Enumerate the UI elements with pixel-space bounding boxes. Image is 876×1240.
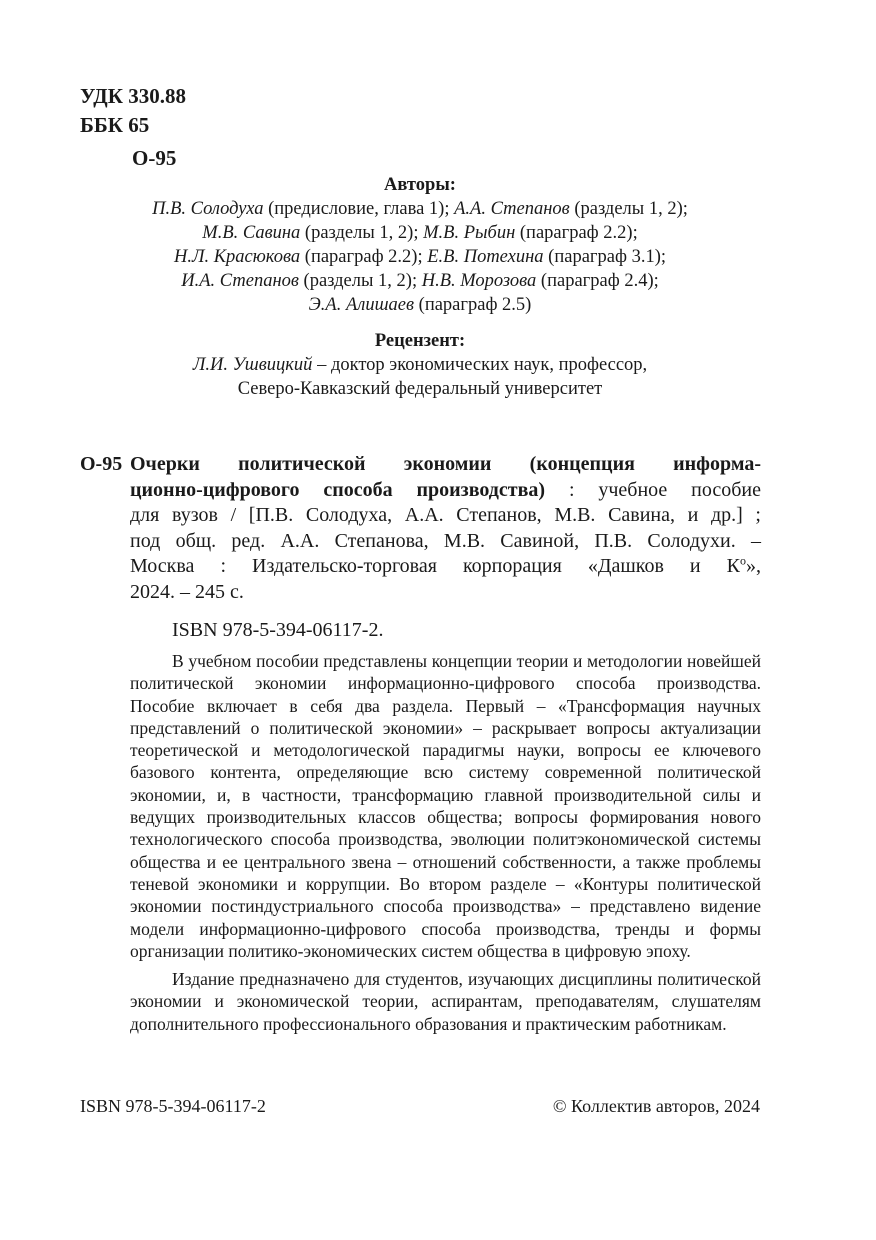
author-name: И.А. Степанов	[181, 271, 299, 291]
author-role: (параграф 2.4);	[536, 271, 659, 291]
reviewer-line	[80, 353, 760, 377]
reviewer-credentials: – доктор экономических наук, профессор,	[312, 355, 648, 375]
entry-year-pages: 2024. – 245 с.	[130, 581, 244, 603]
entry-editors-line: под общ. ред. А.А. Степанова, М.В. Савиной, П.В. Солодухи. –	[130, 529, 761, 552]
author-role: (разделы 1, 2);	[569, 199, 688, 219]
entry-title-line: Очерки политической экономии (концепция информа-	[130, 453, 761, 475]
entry-publisher-text: Москва : Издательско-торговая корпорация «Дашков и К	[130, 555, 740, 578]
author-role: (параграф 2.5)	[414, 295, 532, 315]
authors-block	[80, 173, 760, 317]
annotation-paragraph: Издание предназначено для студентов, изучающих дисциплины политической экономии и экономической теории, аспирантам, преподавателям, слушателям дополнительного профессионального образования и практическим работникам.	[130, 969, 761, 1034]
authors-line	[80, 293, 760, 317]
entry-title-line: ционно-цифрового способа производства)	[130, 478, 546, 501]
entry-publisher-line	[130, 554, 761, 580]
author-name: Н.В. Морозова	[421, 271, 537, 291]
author-role: (параграф 2.2);	[515, 223, 638, 243]
entry-line	[130, 478, 761, 504]
author-name: М.В. Рыбин	[423, 223, 516, 243]
annotation	[130, 650, 761, 1035]
author-name: М.В. Савина	[202, 223, 301, 243]
authors-line	[80, 269, 760, 293]
author-mark: О-95	[132, 146, 177, 170]
author-name: Э.А. Алишаев	[308, 295, 415, 315]
author-name: Н.Л. Красюкова	[173, 247, 301, 267]
authors-line	[80, 221, 760, 245]
annotation-paragraph: В учебном пособии представлены концепции теории и методологии новейшей политической экономии информационно-цифрового способа производства. Пособие включает в себя два раздела. Первый – «Трансформация научных представлений о политической экономии» – раскрывает вопросы актуализации теоретической и методологической парадигмы науки, вопросы ее ключевого базового контента, определяющие всю систему современной политической экономии, и, в частности, трансформацию главной производительной силы и ведущих производительных классов общества; вопросы формирования нового технологического способа производства, эволюции политэкономической системы общества и ее центрального звена – отношений собственности, а также проблемы теневой экономики и коррупции. Во втором разделе – «Контуры политической экономии постиндустриального способа производства» – представлено видение модели информационно-цифрового способа производства, тренды и формы организации политико-экономических систем общества в цифровую эпоху.	[130, 651, 761, 961]
publisher-sup: о	[740, 553, 746, 568]
entry-mark: О-95	[80, 453, 123, 475]
author-role: (разделы 1, 2);	[298, 271, 422, 291]
reviewer-name: Л.И. Ушвицкий	[192, 355, 313, 375]
entry-type: : учебное пособие	[545, 478, 761, 501]
reviewer-affiliation: Северо-Кавказский федеральный университет	[237, 379, 603, 399]
author-name: Е.В. Потехина	[427, 247, 544, 267]
authors-heading: Авторы:	[384, 175, 456, 195]
entry-authors-line: для вузов / [П.В. Солодуха, А.А. Степанов, М.В. Савина, и др.] ;	[130, 504, 761, 527]
footer-isbn: ISBN 978-5-394-06117-2	[80, 1096, 266, 1116]
copyright: © Коллектив авторов, 2024	[552, 1096, 760, 1116]
author-role: (параграф 2.2);	[300, 247, 428, 267]
authors-line	[80, 197, 760, 221]
reviewer-block	[80, 329, 760, 401]
reviewer-heading: Рецензент:	[374, 331, 466, 351]
udk-code: УДК 330.88	[80, 84, 186, 108]
bbk-code: ББК 65	[80, 113, 150, 137]
author-role: (разделы 1, 2);	[300, 223, 424, 243]
author-role: (параграф 3.1);	[543, 247, 666, 267]
author-name: А.А. Степанов	[454, 199, 570, 219]
author-name: П.В. Солодуха	[152, 199, 264, 219]
entry-isbn: ISBN 978-5-394-06117-2.	[172, 619, 384, 641]
authors-line	[80, 245, 760, 269]
entry-publisher-end: »,	[746, 555, 761, 578]
author-role: (предисловие, глава 1);	[263, 199, 455, 219]
